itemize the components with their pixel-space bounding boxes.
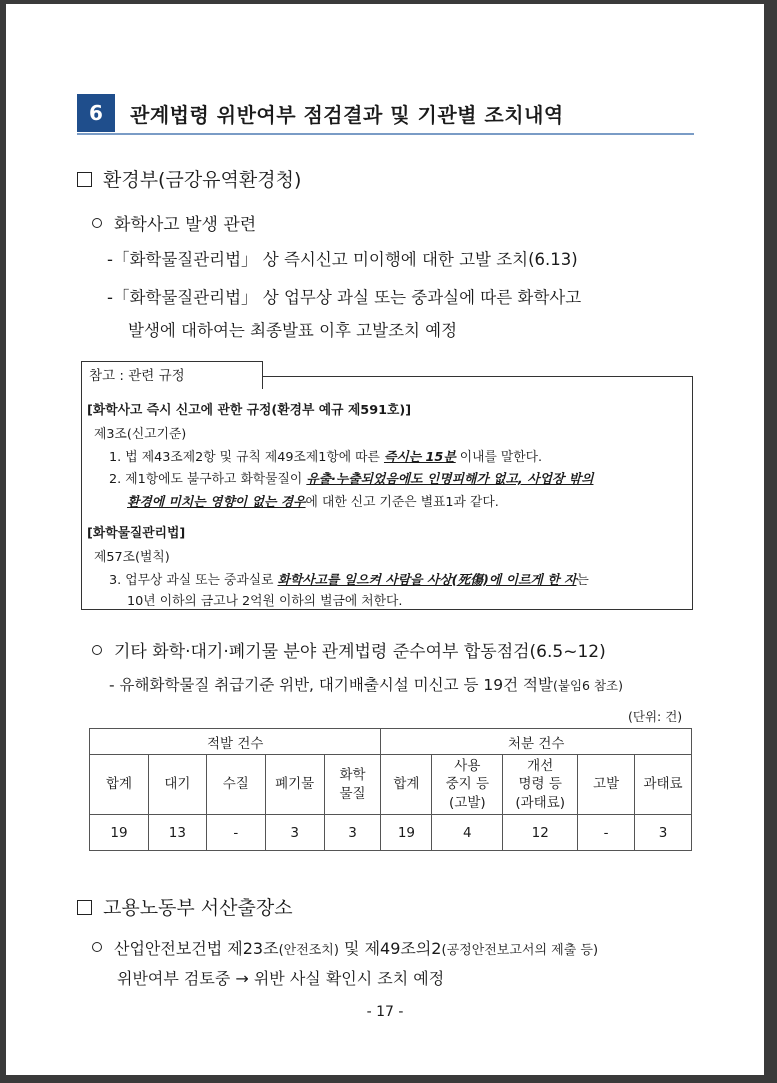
inspection-bullet-text: - 유해화학물질 취급기준 위반, 대기배출시설 미신고 등 19건 적발 <box>109 676 553 694</box>
reference-tab: 참고 : 관련 규정 <box>81 361 263 389</box>
reg1-item1-text: 1. 법 제43조제2항 및 규칙 제49조제1항에 따른 <box>109 450 384 465</box>
moe-heading <box>77 165 301 192</box>
section-number-badge: 6 <box>77 94 115 132</box>
square-bullet-icon <box>77 172 92 187</box>
reg2-article: 제57조(벌칙) <box>94 550 170 565</box>
header-fine: 과태료 <box>635 755 692 815</box>
inspection-bullet-note: (붙임6 참조) <box>553 678 623 693</box>
header-improve <box>503 755 578 815</box>
circle-bullet-icon <box>92 218 102 228</box>
labor-heading-text: 고용노동부 서산출장소 <box>103 897 293 919</box>
header-total-detect: 합계 <box>90 755 149 815</box>
reg1-item2-line2 <box>127 491 499 510</box>
header-water: 수질 <box>206 755 265 815</box>
header-total-action: 합계 <box>381 755 432 815</box>
moe-bullet-2-line2: 발생에 대하여는 최종발표 이후 고발조치 예정 <box>128 321 458 340</box>
value-fine: 3 <box>635 815 692 851</box>
header-accuse: 고발 <box>578 755 635 815</box>
reg2-item3-tail: 는 <box>576 573 589 588</box>
reg1-item1-tail: 이내를 말한다. <box>455 450 543 465</box>
header-suspend-l3: (고발) <box>449 794 486 811</box>
reg1-item1-emphasis: 즉시는 15분 <box>383 450 456 465</box>
circle-bullet-icon <box>92 942 102 952</box>
header-chem-l2: 물질 <box>339 785 366 802</box>
group-detect-cell: 적발 건수 <box>90 729 381 755</box>
reg2-title: [화학물질관리법] <box>87 526 186 541</box>
header-air: 대기 <box>148 755 206 815</box>
labor-line1-a: 산업안전보건법 제23조 <box>114 939 279 958</box>
moe-bullet-2-line1: -「화학물질관리법」 상 업무상 과실 또는 중과실에 따른 화학사고 <box>107 288 582 307</box>
inspection-heading <box>92 637 606 662</box>
reg2-item3-line2: 10년 이하의 금고나 2억원 이하의 벌금에 처한다. <box>127 594 403 609</box>
value-total-action: 19 <box>381 815 432 851</box>
table-group-row <box>90 729 692 755</box>
reg1-article: 제3조(신고기준) <box>94 427 187 442</box>
reg2-item3-emphasis: 화학사고를 일으켜 사람을 사상(死傷)에 이르게 한 자 <box>277 573 577 588</box>
reg1-item2-emphasis-1: 유출·누출되었음에도 인명피해가 없고, 사업장 밖의 <box>306 472 594 487</box>
reg1-item2-line1 <box>109 468 593 487</box>
section-title: 관계법령 위반여부 점검결과 및 기관별 조치내역 <box>130 103 564 127</box>
value-improve: 12 <box>503 815 578 851</box>
reg2-item3-line1 <box>109 569 589 588</box>
header-chem-l1: 화학 <box>339 767 366 784</box>
labor-line-1 <box>92 936 598 959</box>
inspection-bullet <box>109 673 623 695</box>
header-suspend-l2: 중지 등 <box>445 776 490 793</box>
square-bullet-icon <box>77 900 92 915</box>
header-improve-l1: 개선 <box>527 758 554 775</box>
value-accuse: - <box>578 815 635 851</box>
moe-bullet-1: -「화학물질관리법」 상 즉시신고 미이행에 대한 고발 조치(6.13) <box>107 250 578 269</box>
reg1-item2-emphasis-2: 환경에 미치는 영향이 없는 경우 <box>127 495 306 510</box>
header-improve-l3: (과태료) <box>515 794 566 811</box>
document-page <box>6 4 764 1075</box>
reg2-item3-text: 3. 업무상 과실 또는 중과실로 <box>109 573 278 588</box>
header-chem <box>324 755 381 815</box>
inspection-heading-text: 기타 화학·대기·폐기물 분야 관계법령 준수여부 합동점검(6.5~12) <box>114 642 606 662</box>
value-water: - <box>206 815 265 851</box>
section-divider <box>77 133 694 135</box>
moe-heading-text: 환경부(금강유역환경청) <box>103 169 302 191</box>
table-header-row <box>90 755 692 815</box>
inspection-table <box>89 728 692 851</box>
labor-line1-d: (공정안전보고서의 제출 등) <box>441 943 599 958</box>
moe-subheading-text: 화학사고 발생 관련 <box>114 215 257 235</box>
labor-line-2: 위반여부 검토중 → 위반 사실 확인시 조치 예정 <box>117 969 445 988</box>
reg1-title: [화학사고 즉시 신고에 관한 규정(환경부 예규 제591호)] <box>87 403 412 418</box>
value-waste: 3 <box>265 815 324 851</box>
header-suspend-l1: 사용 <box>454 758 481 775</box>
unit-label: (단위: 건) <box>628 709 683 724</box>
labor-line1-b: (안전조치) <box>278 943 339 958</box>
reg1-item2-text: 2. 제1항에도 불구하고 화학물질이 <box>109 472 307 487</box>
circle-bullet-icon <box>92 645 102 655</box>
labor-line1-c: 및 제49조의2 <box>338 939 442 958</box>
value-suspend: 4 <box>432 815 503 851</box>
header-improve-l2: 명령 등 <box>518 776 562 793</box>
table-row <box>90 815 692 851</box>
value-air: 13 <box>148 815 206 851</box>
value-chem: 3 <box>324 815 381 851</box>
value-total-detect: 19 <box>90 815 149 851</box>
header-suspend <box>432 755 503 815</box>
reg1-item1 <box>109 446 542 465</box>
header-waste: 폐기물 <box>265 755 324 815</box>
group-action-cell: 처분 건수 <box>381 729 692 755</box>
moe-subheading <box>92 210 256 235</box>
labor-heading <box>77 893 293 920</box>
page-number: - 17 - <box>366 1004 404 1020</box>
reg1-item2-tail: 에 대한 신고 기준은 별표1과 같다. <box>305 495 499 510</box>
